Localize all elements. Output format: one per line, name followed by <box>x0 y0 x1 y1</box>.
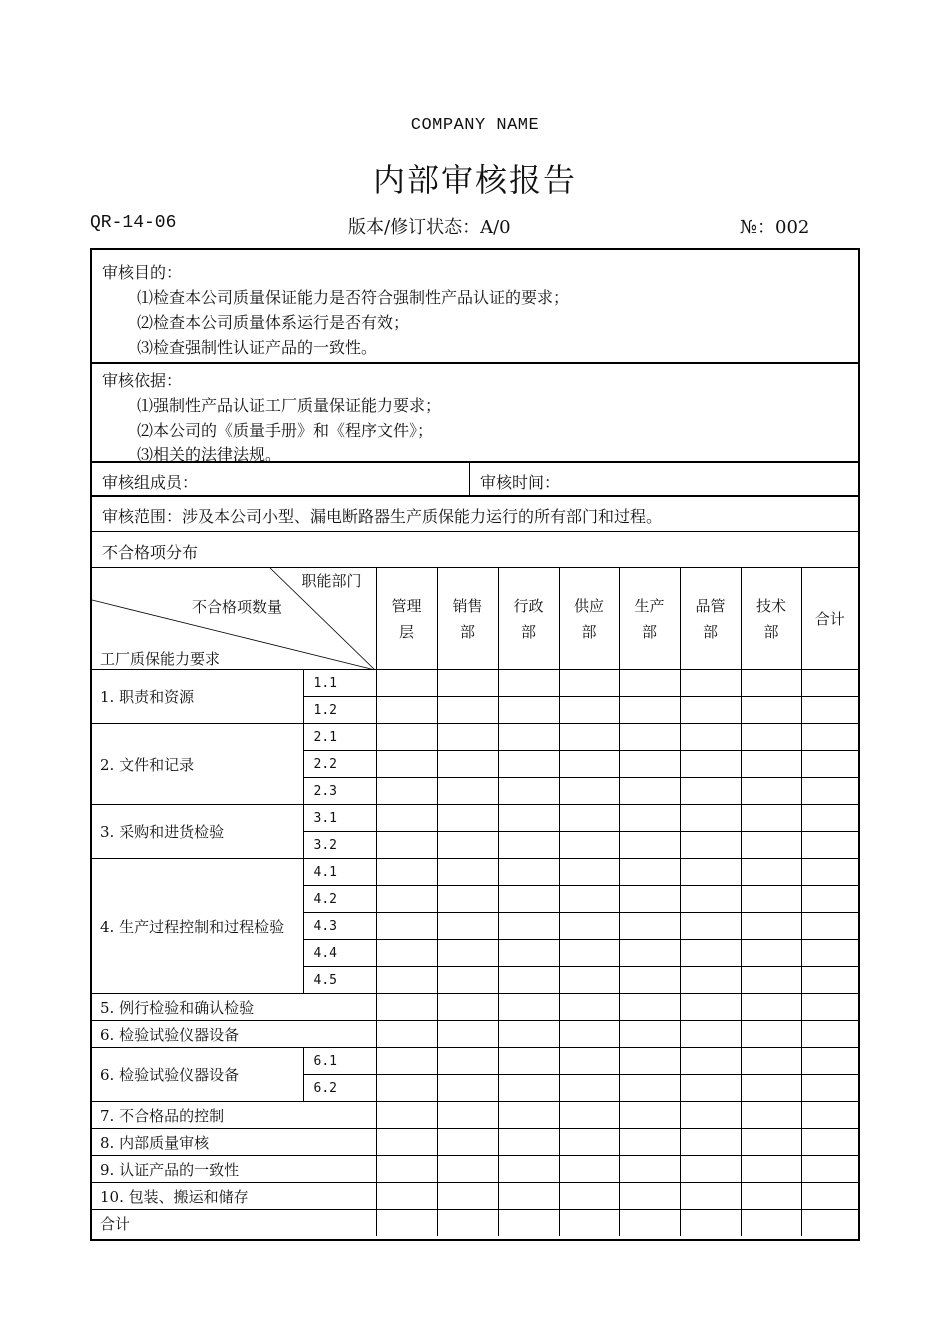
count-cell[interactable] <box>376 940 437 967</box>
basis-item: ⑵本公司的《质量手册》和《程序文件》； <box>137 421 434 440</box>
count-cell[interactable] <box>741 670 801 697</box>
table-row <box>92 1156 858 1183</box>
count-cell[interactable] <box>559 940 619 967</box>
count-cell[interactable] <box>376 724 437 751</box>
count-cell[interactable] <box>680 1129 741 1156</box>
count-cell[interactable] <box>498 724 559 751</box>
count-cell[interactable] <box>741 1021 801 1048</box>
department-name-line2: 层 <box>398 622 414 641</box>
count-cell[interactable] <box>680 1048 741 1075</box>
count-cell[interactable] <box>801 1021 858 1048</box>
count-cell[interactable] <box>741 805 801 832</box>
department-name-line1: 管理 <box>391 596 422 615</box>
count-cell[interactable] <box>498 994 559 1021</box>
total-row <box>92 1210 858 1237</box>
count-cell[interactable] <box>801 1183 858 1210</box>
count-cell[interactable] <box>801 967 858 994</box>
table-row <box>92 670 858 697</box>
count-cell[interactable] <box>437 886 498 913</box>
count-cell[interactable] <box>437 778 498 805</box>
basis-item: ⑴强制性产品认证工厂质量保证能力要求； <box>137 396 442 415</box>
count-cell[interactable] <box>437 832 498 859</box>
count-cell[interactable] <box>801 886 858 913</box>
count-cell[interactable] <box>801 778 858 805</box>
report-form <box>90 248 860 1241</box>
sub-clause-number: 6.1 <box>303 1048 376 1075</box>
count-cell[interactable] <box>437 967 498 994</box>
corner-label-department: 职能部门 <box>301 572 362 590</box>
distribution-title-row <box>92 532 858 568</box>
department-name-line1: 供应 <box>573 596 604 615</box>
count-cell[interactable] <box>376 832 437 859</box>
count-cell[interactable] <box>437 1075 498 1102</box>
doc-code: QR-14-06 <box>90 213 177 233</box>
count-cell[interactable] <box>498 670 559 697</box>
sub-clause-number: 4.4 <box>303 940 376 967</box>
table-row <box>92 724 858 751</box>
table-row <box>92 1129 858 1156</box>
nonconformity-table <box>92 568 858 1236</box>
table-row <box>92 1102 858 1129</box>
count-cell[interactable] <box>619 1075 680 1102</box>
sub-clause-number: 3.1 <box>303 805 376 832</box>
table-row <box>92 994 858 1021</box>
table-row <box>92 1183 858 1210</box>
count-cell[interactable] <box>376 1156 437 1183</box>
audit-scope-row <box>92 497 858 532</box>
audit-basis-heading: 审核依据： <box>102 371 183 390</box>
count-cell[interactable] <box>680 913 741 940</box>
department-name-line2: 部 <box>763 622 779 641</box>
count-cell[interactable] <box>437 1156 498 1183</box>
table-header-row <box>92 568 858 670</box>
count-cell[interactable] <box>498 913 559 940</box>
count-cell[interactable] <box>376 1210 437 1237</box>
count-cell[interactable] <box>619 886 680 913</box>
audit-members-row <box>92 463 858 497</box>
requirement-label: 7. 不合格品的控制 <box>92 1102 376 1129</box>
count-cell[interactable] <box>498 1102 559 1129</box>
count-cell[interactable] <box>498 967 559 994</box>
count-cell[interactable] <box>437 1183 498 1210</box>
department-header <box>559 568 619 670</box>
count-cell[interactable] <box>741 1183 801 1210</box>
count-cell[interactable] <box>801 1210 858 1237</box>
count-cell[interactable] <box>437 670 498 697</box>
count-cell[interactable] <box>559 913 619 940</box>
count-cell[interactable] <box>801 940 858 967</box>
table-row <box>92 805 858 832</box>
sub-clause-number: 4.5 <box>303 967 376 994</box>
count-cell[interactable] <box>619 1102 680 1129</box>
count-cell[interactable] <box>437 1210 498 1237</box>
count-cell[interactable] <box>376 994 437 1021</box>
count-cell[interactable] <box>498 778 559 805</box>
count-cell[interactable] <box>559 1102 619 1129</box>
requirement-label: 1. 职责和资源 <box>92 670 303 724</box>
count-cell[interactable] <box>498 697 559 724</box>
count-cell[interactable] <box>498 859 559 886</box>
count-cell[interactable] <box>437 1021 498 1048</box>
count-cell[interactable] <box>376 670 437 697</box>
department-name-line1: 技术 <box>755 596 786 615</box>
count-cell[interactable] <box>741 859 801 886</box>
audit-purpose-heading: 审核目的： <box>102 263 183 282</box>
count-cell[interactable] <box>559 994 619 1021</box>
count-cell[interactable] <box>741 913 801 940</box>
requirement-label: 4. 生产过程控制和过程检验 <box>92 859 303 994</box>
audit-basis-section <box>92 364 858 463</box>
count-cell[interactable] <box>559 778 619 805</box>
audit-members-label: 审核组成员： <box>102 473 199 492</box>
count-cell[interactable] <box>741 1102 801 1129</box>
department-name-line1: 生产 <box>634 596 665 615</box>
count-cell[interactable] <box>619 670 680 697</box>
distribution-title: 不合格项分布 <box>102 543 199 562</box>
department-name-line2: 部 <box>459 622 475 641</box>
count-cell[interactable] <box>559 724 619 751</box>
count-cell[interactable] <box>801 751 858 778</box>
count-cell[interactable] <box>376 1075 437 1102</box>
table-row <box>92 1048 858 1075</box>
requirement-label: 5. 例行检验和确认检验 <box>92 994 376 1021</box>
count-cell[interactable] <box>376 1183 437 1210</box>
count-cell[interactable] <box>437 751 498 778</box>
department-header <box>498 568 559 670</box>
count-cell[interactable] <box>619 1156 680 1183</box>
count-cell[interactable] <box>376 1102 437 1129</box>
department-header <box>741 568 801 670</box>
department-name-line2: 部 <box>702 622 718 641</box>
count-cell[interactable] <box>376 751 437 778</box>
count-cell[interactable] <box>801 1102 858 1129</box>
count-cell[interactable] <box>619 859 680 886</box>
count-cell[interactable] <box>680 1210 741 1237</box>
count-cell[interactable] <box>741 832 801 859</box>
count-cell[interactable] <box>498 940 559 967</box>
purpose-item: ⑶检查强制性认证产品的一致性。 <box>137 338 378 357</box>
count-cell[interactable] <box>680 697 741 724</box>
count-cell[interactable] <box>801 1048 858 1075</box>
count-cell[interactable] <box>498 1048 559 1075</box>
count-cell[interactable] <box>559 832 619 859</box>
count-cell[interactable] <box>619 1021 680 1048</box>
department-name-line2: 部 <box>520 622 536 641</box>
count-cell[interactable] <box>801 859 858 886</box>
count-cell[interactable] <box>376 886 437 913</box>
purpose-item: ⑴检查本公司质量保证能力是否符合强制性产品认证的要求； <box>137 288 570 307</box>
count-cell[interactable] <box>498 1183 559 1210</box>
count-cell[interactable] <box>680 778 741 805</box>
divider <box>469 463 470 496</box>
count-cell[interactable] <box>559 859 619 886</box>
count-cell[interactable] <box>801 1129 858 1156</box>
count-cell[interactable] <box>680 859 741 886</box>
sub-clause-number: 2.1 <box>303 724 376 751</box>
count-cell[interactable] <box>801 1075 858 1102</box>
requirement-label: 2. 文件和记录 <box>92 724 303 805</box>
count-cell[interactable] <box>741 697 801 724</box>
count-cell[interactable] <box>801 724 858 751</box>
count-cell[interactable] <box>619 994 680 1021</box>
count-cell[interactable] <box>376 1129 437 1156</box>
count-cell[interactable] <box>619 832 680 859</box>
count-cell[interactable] <box>741 778 801 805</box>
department-header <box>376 568 437 670</box>
count-cell[interactable] <box>437 724 498 751</box>
purpose-item: ⑵检查本公司质量体系运行是否有效； <box>137 313 410 332</box>
count-cell[interactable] <box>559 1156 619 1183</box>
count-cell[interactable] <box>376 1021 437 1048</box>
version-status: 版本/修订状态：A/0 <box>348 217 511 238</box>
count-cell[interactable] <box>559 670 619 697</box>
count-cell[interactable] <box>498 1156 559 1183</box>
count-cell[interactable] <box>619 1129 680 1156</box>
corner-label-count: 不合格项数量 <box>192 598 283 616</box>
sub-clause-number: 1.1 <box>303 670 376 697</box>
count-cell[interactable] <box>680 886 741 913</box>
count-cell[interactable] <box>559 1183 619 1210</box>
count-cell[interactable] <box>498 886 559 913</box>
count-cell[interactable] <box>741 724 801 751</box>
department-header <box>619 568 680 670</box>
count-cell[interactable] <box>680 1075 741 1102</box>
count-cell[interactable] <box>801 994 858 1021</box>
count-cell[interactable] <box>498 751 559 778</box>
count-cell[interactable] <box>559 1048 619 1075</box>
count-cell[interactable] <box>437 805 498 832</box>
count-cell[interactable] <box>376 967 437 994</box>
department-name-line1: 销售 <box>452 596 483 615</box>
count-cell[interactable] <box>498 1021 559 1048</box>
department-name-line1: 品管 <box>695 596 726 615</box>
count-cell[interactable] <box>619 1210 680 1237</box>
count-cell[interactable] <box>559 697 619 724</box>
count-cell[interactable] <box>741 751 801 778</box>
table-row <box>92 1021 858 1048</box>
count-cell[interactable] <box>619 778 680 805</box>
count-cell[interactable] <box>498 805 559 832</box>
count-cell[interactable] <box>498 832 559 859</box>
count-cell[interactable] <box>619 697 680 724</box>
count-cell[interactable] <box>498 1075 559 1102</box>
sub-clause-number: 4.3 <box>303 913 376 940</box>
count-cell[interactable] <box>680 670 741 697</box>
audit-purpose-section <box>92 250 858 364</box>
count-cell[interactable] <box>559 967 619 994</box>
sub-clause-number: 4.1 <box>303 859 376 886</box>
count-cell[interactable] <box>437 1048 498 1075</box>
count-cell[interactable] <box>741 1048 801 1075</box>
sub-clause-number: 2.2 <box>303 751 376 778</box>
count-cell[interactable] <box>741 886 801 913</box>
count-cell[interactable] <box>376 805 437 832</box>
sub-clause-number: 4.2 <box>303 886 376 913</box>
count-cell[interactable] <box>619 805 680 832</box>
count-cell[interactable] <box>559 751 619 778</box>
count-cell[interactable] <box>741 967 801 994</box>
count-cell[interactable] <box>680 967 741 994</box>
count-cell[interactable] <box>619 967 680 994</box>
count-cell[interactable] <box>376 913 437 940</box>
requirement-label: 6. 检验试验仪器设备 <box>92 1048 303 1102</box>
department-name-line2: 部 <box>581 622 597 641</box>
count-cell[interactable] <box>559 886 619 913</box>
count-cell[interactable] <box>376 859 437 886</box>
count-cell[interactable] <box>801 913 858 940</box>
count-cell[interactable] <box>559 1075 619 1102</box>
count-cell[interactable] <box>680 994 741 1021</box>
count-cell[interactable] <box>619 751 680 778</box>
count-cell[interactable] <box>559 1129 619 1156</box>
count-cell[interactable] <box>437 859 498 886</box>
total-row-label: 合计 <box>92 1210 376 1237</box>
basis-item: ⑶相关的法律法规。 <box>137 445 282 464</box>
sub-clause-number: 2.3 <box>303 778 376 805</box>
count-cell[interactable] <box>741 1156 801 1183</box>
count-cell[interactable] <box>680 751 741 778</box>
count-cell[interactable] <box>680 1021 741 1048</box>
department-header <box>437 568 498 670</box>
count-cell[interactable] <box>801 832 858 859</box>
count-cell[interactable] <box>680 805 741 832</box>
count-cell[interactable] <box>437 697 498 724</box>
sub-clause-number: 3.2 <box>303 832 376 859</box>
count-cell[interactable] <box>741 994 801 1021</box>
count-cell[interactable] <box>437 913 498 940</box>
count-cell[interactable] <box>498 1210 559 1237</box>
audit-time-label: 审核时间： <box>480 473 561 492</box>
count-cell[interactable] <box>559 1210 619 1237</box>
count-cell[interactable] <box>741 1210 801 1237</box>
total-column-header: 合计 <box>801 568 858 670</box>
count-cell[interactable] <box>801 1156 858 1183</box>
count-cell[interactable] <box>559 1021 619 1048</box>
count-cell[interactable] <box>619 1183 680 1210</box>
count-cell[interactable] <box>498 1129 559 1156</box>
count-cell[interactable] <box>619 1048 680 1075</box>
count-cell[interactable] <box>680 1156 741 1183</box>
count-cell[interactable] <box>680 724 741 751</box>
count-cell[interactable] <box>559 805 619 832</box>
table-row <box>92 859 858 886</box>
count-cell[interactable] <box>801 697 858 724</box>
count-cell[interactable] <box>619 724 680 751</box>
doc-number: №：002 <box>740 217 810 238</box>
count-cell[interactable] <box>741 1075 801 1102</box>
sub-clause-number: 1.2 <box>303 697 376 724</box>
count-cell[interactable] <box>619 913 680 940</box>
sub-clause-number: 6.2 <box>303 1075 376 1102</box>
count-cell[interactable] <box>619 940 680 967</box>
department-name-line2: 部 <box>641 622 657 641</box>
corner-label-requirement: 工厂质保能力要求 <box>100 650 221 668</box>
requirement-label: 9. 认证产品的一致性 <box>92 1156 376 1183</box>
requirement-label: 6. 检验试验仪器设备 <box>92 1021 376 1048</box>
count-cell[interactable] <box>437 940 498 967</box>
requirement-label: 3. 采购和进货检验 <box>92 805 303 859</box>
count-cell[interactable] <box>376 778 437 805</box>
count-cell[interactable] <box>680 1183 741 1210</box>
department-header <box>680 568 741 670</box>
count-cell[interactable] <box>680 832 741 859</box>
count-cell[interactable] <box>680 940 741 967</box>
count-cell[interactable] <box>741 940 801 967</box>
audit-scope: 审核范围：涉及本公司小型、漏电断路器生产质保能力运行的所有部门和过程。 <box>102 507 663 526</box>
count-cell[interactable] <box>801 805 858 832</box>
count-cell[interactable] <box>437 1129 498 1156</box>
page-title: 内部审核报告 <box>372 161 577 199</box>
requirement-label: 10. 包装、搬运和储存 <box>92 1183 376 1210</box>
count-cell[interactable] <box>376 697 437 724</box>
count-cell[interactable] <box>680 1102 741 1129</box>
count-cell[interactable] <box>437 1102 498 1129</box>
company-name: COMPANY NAME <box>410 116 540 135</box>
count-cell[interactable] <box>741 1129 801 1156</box>
requirement-label: 8. 内部质量审核 <box>92 1129 376 1156</box>
count-cell[interactable] <box>437 994 498 1021</box>
table-corner-cell <box>92 568 376 670</box>
department-name-line1: 行政 <box>513 596 544 615</box>
count-cell[interactable] <box>801 670 858 697</box>
count-cell[interactable] <box>376 1048 437 1075</box>
